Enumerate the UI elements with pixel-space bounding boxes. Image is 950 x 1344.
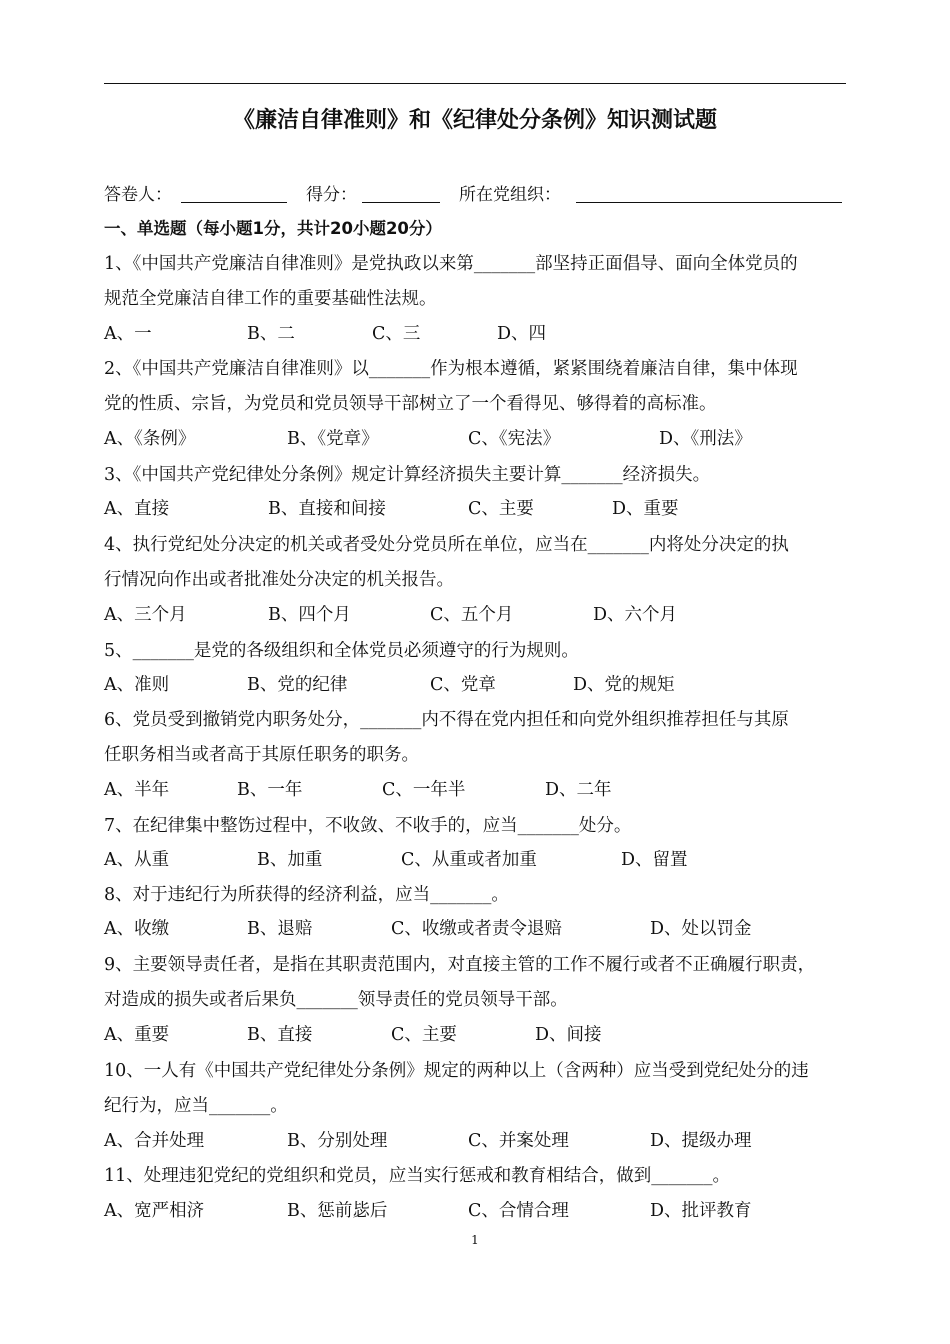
question-1-text-line: 规范全党廉洁自律工作的重要基础性法规。	[104, 289, 437, 309]
question-4-option-b[interactable]: B、四个月	[268, 605, 351, 625]
question-4-text-line: 4、执行党纪处分决定的机关或者受处分党员所在单位，应当在_______内将处分决定的执	[104, 535, 789, 555]
question-11-option-d[interactable]: D、批评教育	[650, 1201, 752, 1221]
question-7-option-b[interactable]: B、加重	[257, 850, 323, 870]
question-10-option-d[interactable]: D、提级办理	[650, 1131, 752, 1151]
question-3-option-d[interactable]: D、重要	[612, 499, 679, 519]
question-6-option-a[interactable]: A、半年	[104, 780, 170, 800]
question-1-option-c[interactable]: C、三	[372, 324, 421, 344]
question-9-option-d[interactable]: D、间接	[535, 1025, 602, 1045]
question-8-option-a[interactable]: A、收缴	[104, 919, 170, 939]
question-2-option-d[interactable]: D、《刑法》	[659, 429, 752, 449]
question-6-option-d[interactable]: D、二年	[545, 780, 612, 800]
question-10-text-line: 10、一人有《中国共产党纪律处分条例》规定的两种以上（含两种）应当受到党纪处分的违	[104, 1061, 809, 1081]
question-9-option-b[interactable]: B、直接	[247, 1025, 313, 1045]
question-8-option-c[interactable]: C、收缴或者责令退赔	[391, 919, 562, 939]
question-1-option-b[interactable]: B、二	[247, 324, 295, 344]
question-6-text-line: 6、党员受到撤销党内职务处分，_______内不得在党内担任和向党外组织推荐担任与其原	[104, 710, 789, 730]
question-11-option-b[interactable]: B、惩前毖后	[287, 1201, 388, 1221]
answerer-label: 答卷人：	[104, 185, 172, 205]
question-5-text-line: 5、_______是党的各级组织和全体党员必须遵守的行为规则。	[104, 641, 579, 661]
question-11-option-c[interactable]: C、合情合理	[468, 1201, 569, 1221]
question-7-text-line: 7、在纪律集中整饬过程中，不收敛、不收手的，应当_______处分。	[104, 816, 632, 836]
question-9-text-line: 9、主要领导责任者，是指在其职责范围内，对直接主管的工作不履行或者不正确履行职责，	[104, 955, 816, 975]
question-2-option-a[interactable]: A、《条例》	[104, 429, 196, 449]
section-heading: 一、单选题（每小题1分，共计20小题20分）	[104, 219, 442, 238]
page-title: 《廉洁自律准则》和《纪律处分条例》知识测试题	[232, 108, 717, 133]
question-5-option-d[interactable]: D、党的规矩	[573, 675, 675, 695]
question-9-option-c[interactable]: C、主要	[391, 1025, 457, 1045]
answerer-info-row	[104, 180, 846, 210]
question-4-option-a[interactable]: A、三个月	[104, 605, 187, 625]
question-3-option-c[interactable]: C、主要	[468, 499, 534, 519]
org-blank[interactable]	[576, 202, 842, 203]
question-4-option-c[interactable]: C、五个月	[430, 605, 514, 625]
question-8-option-d[interactable]: D、处以罚金	[650, 919, 752, 939]
question-7-option-a[interactable]: A、从重	[104, 850, 170, 870]
question-5-option-c[interactable]: C、党章	[430, 675, 496, 695]
question-8-option-b[interactable]: B、退赔	[247, 919, 313, 939]
page-number: 1	[471, 1233, 479, 1247]
org-label: 所在党组织：	[459, 185, 561, 205]
question-3-option-a[interactable]: A、直接	[104, 499, 170, 519]
question-9-text-line: 对造成的损失或者后果负_______领导责任的党员领导干部。	[104, 990, 568, 1010]
question-6-option-c[interactable]: C、一年半	[382, 780, 466, 800]
question-6-text-line: 任职务相当或者高于其原任职务的职务。	[104, 745, 419, 765]
score-blank[interactable]	[362, 202, 440, 203]
question-10-option-a[interactable]: A、合并处理	[104, 1131, 205, 1151]
question-8-text-line: 8、对于违纪行为所获得的经济利益，应当_______。	[104, 885, 509, 905]
question-10-option-b[interactable]: B、分别处理	[287, 1131, 388, 1151]
question-3-text-line: 3、《中国共产党纪律处分条例》规定计算经济损失主要计算_______经济损失。	[104, 465, 711, 485]
question-3-option-b[interactable]: B、直接和间接	[268, 499, 386, 519]
question-10-option-c[interactable]: C、并案处理	[468, 1131, 569, 1151]
question-11-text-line: 11、处理违犯党纪的党组织和党员，应当实行惩戒和教育相结合，做到_______。	[104, 1166, 731, 1186]
score-label: 得分：	[306, 185, 357, 205]
question-7-option-d[interactable]: D、留置	[621, 850, 688, 870]
question-7-option-c[interactable]: C、从重或者加重	[401, 850, 537, 870]
answerer-blank[interactable]	[181, 202, 287, 203]
question-1-option-a[interactable]: A、一	[104, 324, 152, 344]
question-2-text-line: 2、《中国共产党廉洁自律准则》以_______作为根本遵循，紧紧围绕着廉洁自律，集中体现	[104, 359, 798, 379]
question-4-option-d[interactable]: D、六个月	[593, 605, 678, 625]
question-2-option-b[interactable]: B、《党章》	[287, 429, 379, 449]
question-11-option-a[interactable]: A、宽严相济	[104, 1201, 205, 1221]
question-9-option-a[interactable]: A、重要	[104, 1025, 170, 1045]
question-5-option-a[interactable]: A、准则	[104, 675, 170, 695]
question-10-text-line: 纪行为，应当_______。	[104, 1096, 288, 1116]
header-rule	[104, 83, 846, 84]
question-2-option-c[interactable]: C、《宪法》	[468, 429, 561, 449]
question-1-text-line: 1、《中国共产党廉洁自律准则》是党执政以来第_______部坚持正面倡导、面向全体党员的	[104, 254, 798, 274]
question-5-option-b[interactable]: B、党的纪律	[247, 675, 348, 695]
question-6-option-b[interactable]: B、一年	[237, 780, 303, 800]
question-4-text-line: 行情况向作出或者批准处分决定的机关报告。	[104, 570, 454, 590]
question-2-text-line: 党的性质、宗旨，为党员和党员领导干部树立了一个看得见、够得着的高标准。	[104, 394, 717, 414]
question-1-option-d[interactable]: D、四	[497, 324, 547, 344]
